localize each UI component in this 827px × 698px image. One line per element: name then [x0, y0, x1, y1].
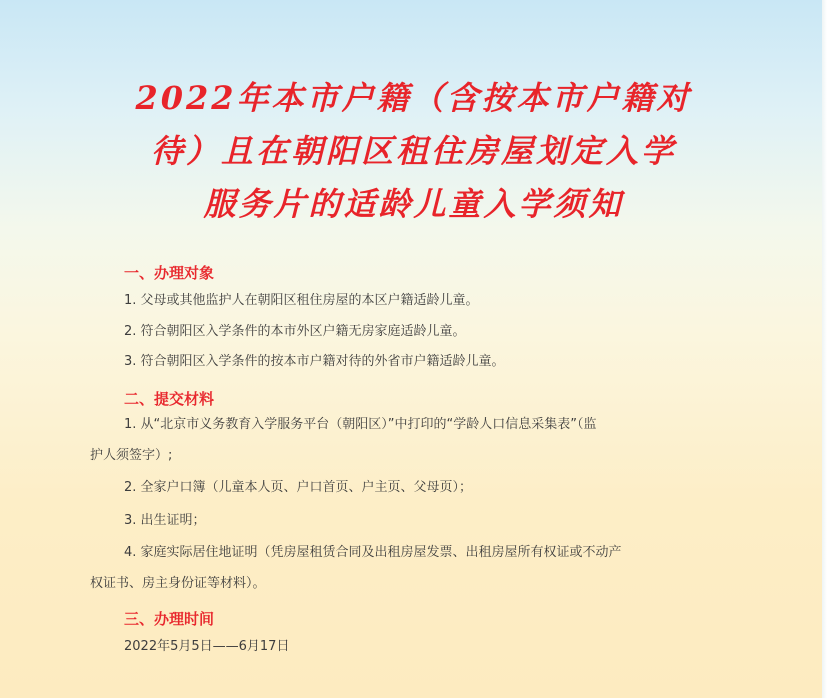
section-heading-period: 三、办理时间	[124, 610, 215, 628]
material-item-1-continued: 护人须签字）;	[90, 448, 173, 463]
applicant-item-3: 3. 符合朝阳区入学条件的按本市户籍对待的外省市户籍适龄儿童。	[124, 354, 505, 369]
title-line-3: 服务片的适龄儿童入学须知	[203, 185, 624, 223]
title-line-1: 2022年本市户籍（含按本市户籍对	[135, 79, 692, 117]
material-item-1: 1. 从“北京市义务教育入学服务平台（朝阳区）”中打印的“学龄人口信息采集表”（监	[124, 417, 597, 432]
material-item-4: 4. 家庭实际居住地证明（凭房屋租赁合同及出租房屋发票、出租房屋所有权证或不动产	[124, 545, 622, 560]
title-line-2: 待）且在朝阳区租住房屋划定入学	[150, 132, 676, 170]
applicant-item-1: 1. 父母或其他监护人在朝阳区租住房屋的本区户籍适龄儿童。	[124, 293, 479, 308]
section-heading-applicants: 一、办理对象	[124, 264, 215, 282]
notice-title	[0, 72, 827, 231]
material-item-2: 2. 全家户口簿（儿童本人页、户口首页、户主页、父母页）；	[124, 480, 473, 495]
applicant-item-2: 2. 符合朝阳区入学条件的本市外区户籍无房家庭适龄儿童。	[124, 324, 466, 339]
section-heading-materials: 二、提交材料	[124, 390, 215, 408]
material-item-3: 3. 出生证明；	[124, 513, 206, 528]
application-period: 2022年5月5日——6月17日	[124, 639, 290, 654]
material-item-4-continued: 权证书、房主身份证等材料）。	[90, 576, 266, 591]
